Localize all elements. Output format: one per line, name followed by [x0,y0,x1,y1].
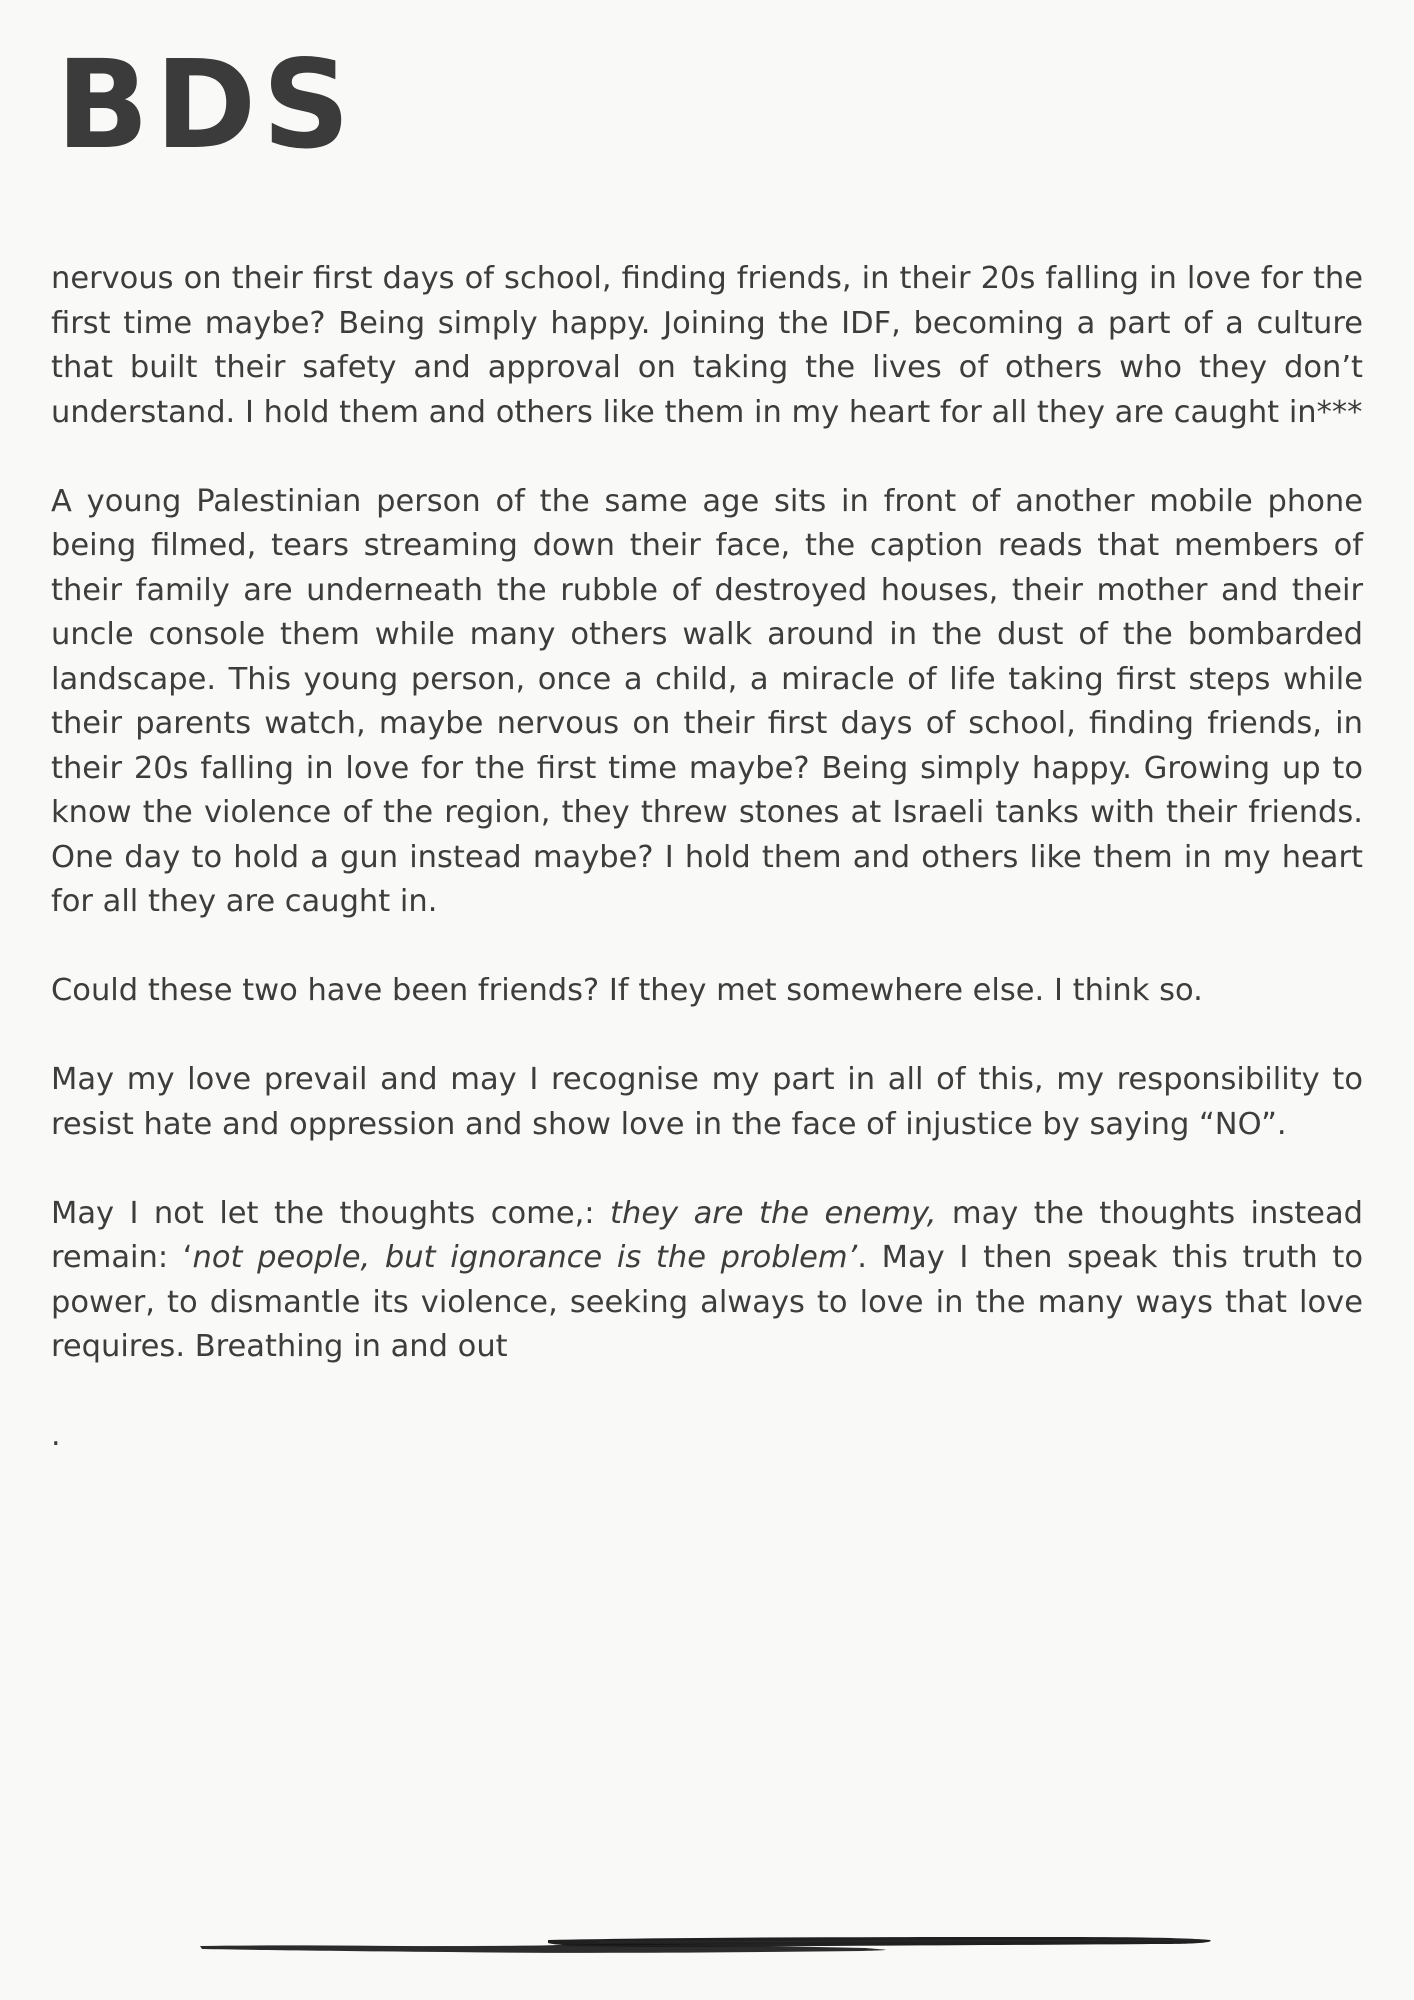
page-title: BDS [56,34,357,176]
paragraph: Could these two have been friends? If they met somewhere else. I think so. [51,973,1203,1008]
trailing-dot: . [51,1418,61,1453]
paragraph [51,1192,1363,1370]
paragraph: May my love prevail and may I recognise my part in all of this, my responsibility to resist hate and oppression and show love in the face of injustice by saying “NO”. [51,1062,1363,1142]
paragraph: A young Palestinian person of the same age sits in front of another mobile phone being filmed, tears streaming down their face, the caption reads that members of their family are underneath the rubble of destroyed houses, their mother and their uncle console them while many others walk around in the dust of the bombarded landscape. This young person, once a child, a miracle of life taking first steps while their parents watch, maybe nervous on their first days of school, finding friends, in their 20s falling in love for the first time maybe? Being simply happy. Growing up to know the violence of the region, they threw stones at Israeli tanks with their friends. One day to hold a gun instead maybe? I hold them and others like them in my heart for all they are caught in. [51,483,1363,919]
brush-stroke-divider [198,1928,1218,1968]
italic-text: they are the enemy, [610,1195,937,1231]
text-run: . May I then speak this truth to power, to dismantle its violence, seeking always to love in the many ways that love requires. Breathing in and out [51,1240,1363,1364]
text-run: May I not let the thoughts come,: [51,1195,611,1231]
italic-text: not people, but ignorance is the problem’ [192,1240,858,1275]
paragraph: nervous on their first days of school, finding friends, in their 20s falling in love for the first time maybe? Being simply happy. Joining the IDF, becoming a part of a culture that built their safety and approval on taking the lives of others who they don’t understand. I hold them and others like them in my heart for all they are caught in*** [51,261,1363,430]
text-run: may the thoughts instead remain: ‘ [51,1195,1364,1275]
body-text [51,257,1363,1370]
